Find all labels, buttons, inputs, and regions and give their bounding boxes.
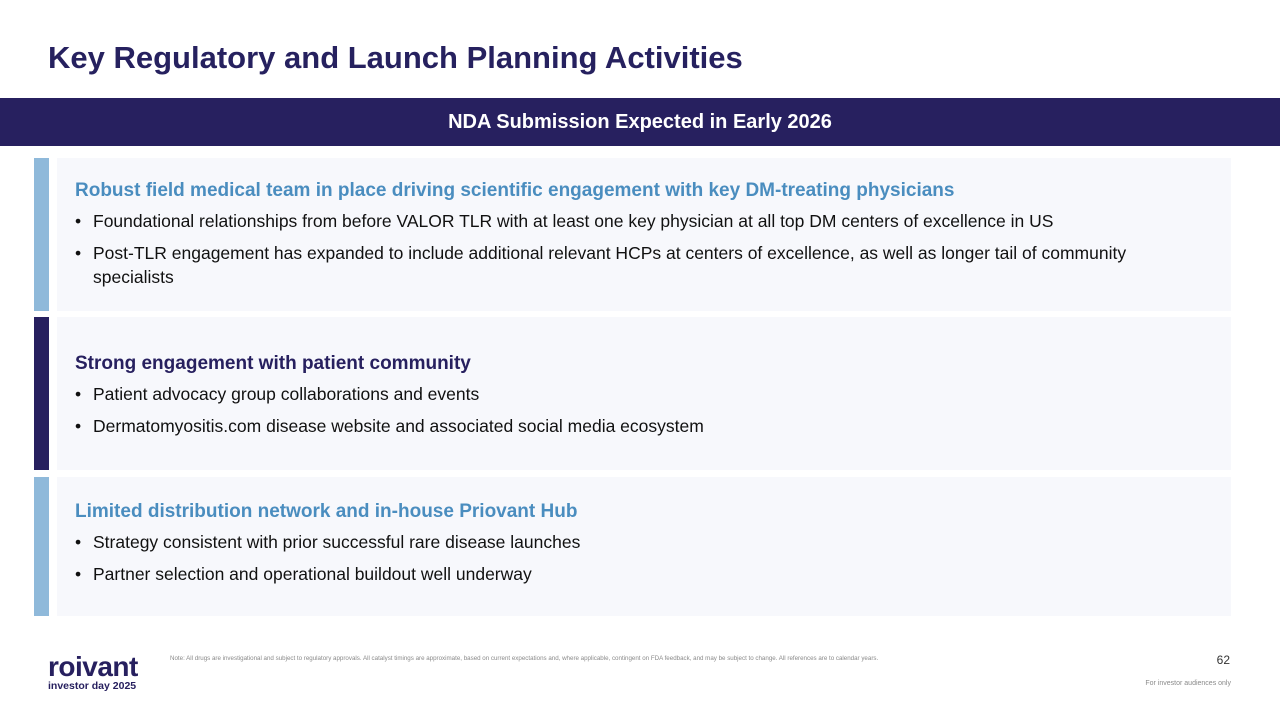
footnote: Note: All drugs are investigational and subject to regulatory approvals. All catalyst timings are approximate, based on current expectations and, where applicable, contingent on FDA feedback, and may be subject to change. All references are to calendar years.	[170, 655, 879, 662]
section-field-medical	[34, 158, 1231, 311]
bullet-item: • Post-TLR engagement has expanded to include additional relevant HCPs at centers of excellence, as well as longer tail of community specialists	[75, 241, 1205, 289]
section-heading: Robust field medical team in place driving scientific engagement with key DM-treating physicians	[75, 180, 955, 201]
section-accent-bar	[34, 477, 49, 616]
section-heading: Limited distribution network and in-house Priovant Hub	[75, 501, 578, 522]
audience-disclaimer: For investor audiences only	[1145, 680, 1231, 687]
logo-subtitle: investor day 2025	[48, 680, 137, 692]
bullet-item: • Dermatomyositis.com disease website and associated social media ecosystem	[75, 414, 1205, 438]
section-accent-bar	[34, 317, 49, 470]
page-number: 62	[1216, 653, 1230, 667]
logo-wordmark: roivant	[48, 651, 138, 682]
page-title: Key Regulatory and Launch Planning Activities	[48, 40, 743, 75]
section-patient-community	[34, 317, 1231, 470]
banner-text: NDA Submission Expected in Early 2026	[448, 110, 832, 133]
bullet-item: • Patient advocacy group collaborations and events	[75, 382, 1205, 406]
bullet-item: • Strategy consistent with prior successful rare disease launches	[75, 530, 1205, 554]
section-accent-bar	[34, 158, 49, 311]
section-distribution-network	[34, 477, 1231, 616]
bullet-item: • Foundational relationships from before VALOR TLR with at least one key physician at all top DM centers of excellence in US	[75, 209, 1205, 233]
section-heading: Strong engagement with patient community	[75, 353, 471, 374]
nda-banner	[0, 98, 1280, 146]
bullet-item: • Partner selection and operational buildout well underway	[75, 562, 1205, 586]
roivant-logo	[48, 651, 148, 692]
